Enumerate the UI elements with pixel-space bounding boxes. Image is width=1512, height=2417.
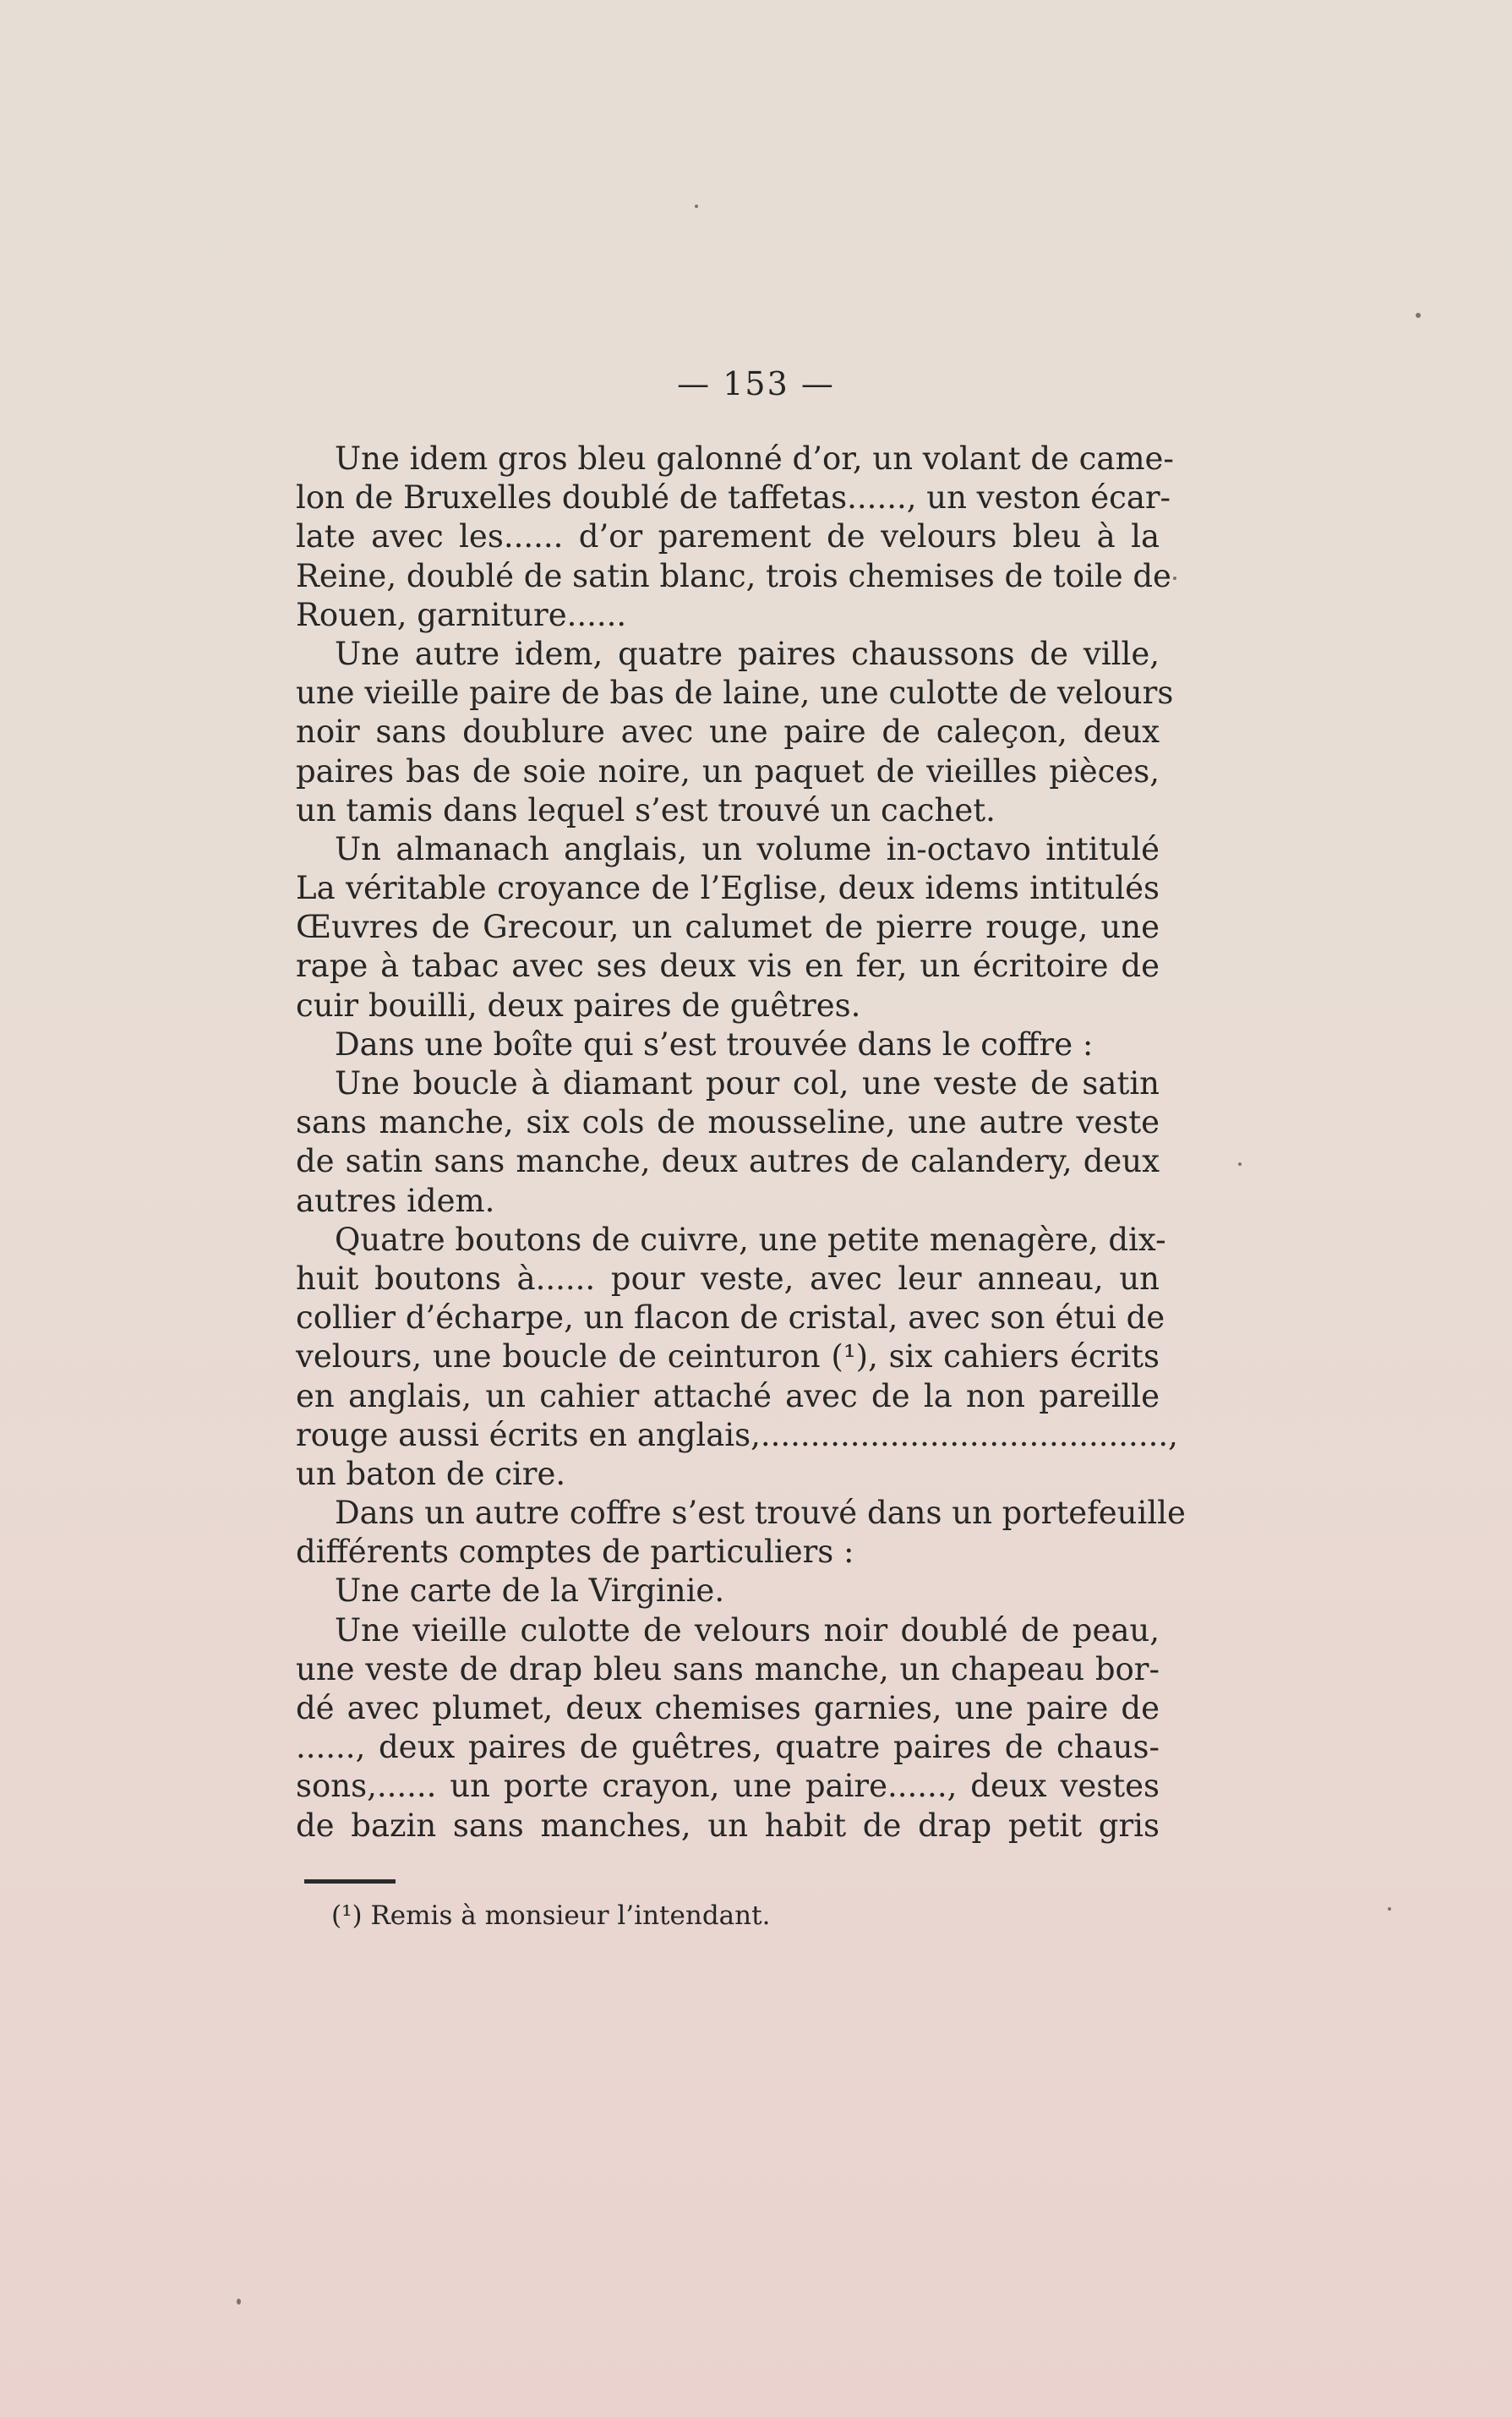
text-line: Reine, doublé de satin blanc, trois chemises de toile de: [296, 557, 1171, 594]
text-line: Une vieille culotte de velours noir doublé de peau,: [335, 1611, 1160, 1649]
text-line: Dans une boîte qui s’est trouvée dans le coffre :: [335, 1025, 1094, 1063]
text-line: un tamis dans lequel s’est trouvé un cachet.: [296, 791, 996, 828]
text-line: de satin sans manche, deux autres de calandery, deux: [296, 1143, 1160, 1180]
footnote-rule: [304, 1879, 396, 1884]
page-number: — 153 —: [677, 365, 835, 402]
paper-speck: [1416, 313, 1421, 318]
text-line: de bazin sans manches, un habit de drap petit gris: [296, 1807, 1160, 1844]
text-line: Dans un autre coffre s’est trouvé dans un portefeuille: [335, 1495, 1186, 1532]
text-line: autres idem.: [296, 1182, 495, 1219]
text-line: cuir bouilli, deux paires de guêtres.: [296, 987, 861, 1024]
text-line: Une autre idem, quatre paires chaussons de ville,: [335, 635, 1160, 672]
text-line: La véritable croyance de l’Eglise, deux idems intitulés: [296, 870, 1160, 907]
text-line: sons,...... un porte crayon, une paire......, deux vestes: [296, 1768, 1160, 1805]
text-line: velours, une boucle de ceinturon (¹), six cahiers écrits: [296, 1338, 1160, 1375]
text-line: huit boutons à...... pour veste, avec leur anneau, un: [296, 1260, 1160, 1297]
paper-speck: [1238, 1162, 1242, 1166]
text-line: Une boucle à diamant pour col, une veste de satin: [335, 1065, 1160, 1102]
paper-speck: [695, 205, 698, 208]
text-line: une veste de drap bleu sans manche, un chapeau bor-: [296, 1650, 1160, 1687]
text-line: rape à tabac avec ses deux vis en fer, un écritoire de: [296, 948, 1160, 985]
text-line: Une idem gros bleu galonné d’or, un volant de came-: [335, 440, 1174, 477]
text-line: en anglais, un cahier attaché avec de la non pareille: [296, 1377, 1160, 1414]
footnote: (¹) Remis à monsieur l’intendant.: [331, 1900, 771, 1931]
text-line: rouge aussi écrits en anglais,.........................................,: [296, 1416, 1178, 1453]
text-line: sans manche, six cols de mousseline, une autre veste: [296, 1104, 1160, 1141]
text-line: une vieille paire de bas de laine, une culotte de velours: [296, 675, 1174, 712]
text-line: late avec les...... d’or parement de velours bleu à la: [296, 518, 1160, 555]
paper-speck: [1388, 1907, 1391, 1911]
text-line: lon de Bruxelles doublé de taffetas......, un veston écar-: [296, 479, 1171, 517]
text-line: Rouen, garniture......: [296, 596, 627, 633]
text-line: différents comptes de particuliers :: [296, 1534, 854, 1571]
paper-speck: [1173, 577, 1176, 580]
paper-speck: [237, 2299, 241, 2305]
text-line: un baton de cire.: [296, 1455, 566, 1492]
text-line: Œuvres de Grecour, un calumet de pierre rouge, une: [296, 909, 1160, 946]
text-line: noir sans doublure avec une paire de caleçon, deux: [296, 714, 1160, 751]
text-line: dé avec plumet, deux chemises garnies, une paire de: [296, 1690, 1160, 1726]
text-line: collier d’écharpe, un flacon de cristal, avec son étui de: [296, 1299, 1165, 1337]
text-line: Une carte de la Virginie.: [335, 1572, 725, 1610]
body-text: [296, 440, 1186, 1846]
text-line: Quatre boutons de cuivre, une petite menagère, dix-: [335, 1221, 1166, 1258]
text-line: Un almanach anglais, un volume in-octavo intitulé: [335, 830, 1160, 867]
text-line: ......, deux paires de guêtres, quatre paires de chaus-: [296, 1729, 1160, 1766]
text-line: paires bas de soie noire, un paquet de vieilles pièces,: [296, 752, 1160, 790]
